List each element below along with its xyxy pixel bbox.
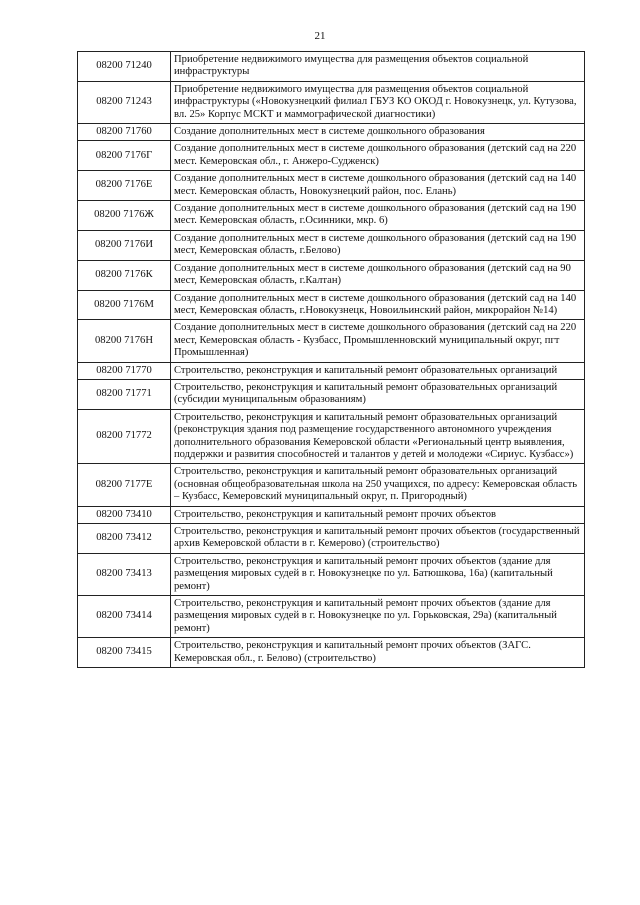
table-row [78,464,585,506]
code-cell: 08200 71760 [78,124,171,141]
table-row [78,362,585,379]
code-cell: 08200 7176Е [78,171,171,201]
description-cell: Создание дополнительных мест в системе дошкольного образования (детский сад на 140 мест. Кемеровская область, Новокузнецкий район, пос. Елань) [171,171,585,201]
code-cell: 08200 73414 [78,596,171,638]
table-row [78,141,585,171]
code-cell: 08200 73410 [78,506,171,523]
description-cell: Создание дополнительных мест в системе дошкольного образования (детский сад на 220 мест, Кемеровская область - Кузбасс, Промышленновский муниципальный округ, пгт Промышленная) [171,320,585,362]
table-row [78,409,585,464]
budget-code-table [77,51,585,668]
code-cell: 08200 7176Ж [78,201,171,231]
description-cell: Строительство, реконструкция и капитальный ремонт прочих объектов (ЗАГС. Кемеровская обл., г. Белово) (строительство) [171,638,585,668]
code-cell: 08200 71772 [78,409,171,464]
code-cell: 08200 7176М [78,290,171,320]
description-cell: Строительство, реконструкция и капитальный ремонт образовательных организаций (реконструкция здания под размещение государственного автономного учреждения дополнительного образования Кемеровской области «Региональный центр выявления, поддержки и развития способностей и талантов у детей и молодежи «Сириус. Кузбасс») [171,409,585,464]
description-cell: Создание дополнительных мест в системе дошкольного образования (детский сад на 90 мест, Кемеровская область, г.Калтан) [171,260,585,290]
description-cell: Строительство, реконструкция и капитальный ремонт прочих объектов (государственный архив Кемеровской области в г. Кемерово) (строительство) [171,524,585,554]
code-cell: 08200 71243 [78,81,171,123]
description-cell: Создание дополнительных мест в системе дошкольного образования (детский сад на 140 мест, Кемеровская область, г.Новокузнецк, Новоильинский район, микрорайон №14) [171,290,585,320]
table-row [78,320,585,362]
table-row [78,379,585,409]
code-cell: 08200 73415 [78,638,171,668]
description-cell: Строительство, реконструкция и капитальный ремонт образовательных организаций (основная общеобразовательная школа на 250 учащихся, по адресу: Кемеровская область – Кузбасс, Кемеровский муниципальный округ, п. Пригородный) [171,464,585,506]
table-row [78,201,585,231]
code-cell: 08200 71770 [78,362,171,379]
table-row [78,171,585,201]
table-row [78,596,585,638]
table-row [78,124,585,141]
code-cell: 08200 7176К [78,260,171,290]
code-cell: 08200 7176Г [78,141,171,171]
code-cell: 08200 71771 [78,379,171,409]
table-row [78,290,585,320]
code-cell: 08200 71240 [78,52,171,82]
description-cell: Строительство, реконструкция и капитальный ремонт образовательных организаций (субсидии муниципальным образованиям) [171,379,585,409]
code-cell: 08200 7176И [78,230,171,260]
description-cell: Строительство, реконструкция и капитальный ремонт прочих объектов (здание для размещения мировых судей в г. Новокузнецке по ул. Батюшкова, 16а) (капитальный ремонт) [171,553,585,595]
description-cell: Строительство, реконструкция и капитальный ремонт образовательных организаций [171,362,585,379]
description-cell: Создание дополнительных мест в системе дошкольного образования (детский сад на 190 мест. Кемеровская область, г.Осинники, мкр. 6) [171,201,585,231]
description-cell: Создание дополнительных мест в системе дошкольного образования (детский сад на 220 мест. Кемеровская обл., г. Анжеро-Судженск) [171,141,585,171]
table-row [78,52,585,82]
table-row [78,230,585,260]
code-cell: 08200 73412 [78,524,171,554]
description-cell: Приобретение недвижимого имущества для размещения объектов социальной инфраструктуры [171,52,585,82]
code-cell: 08200 7176Н [78,320,171,362]
description-cell: Строительство, реконструкция и капитальный ремонт прочих объектов [171,506,585,523]
table-body [78,52,585,668]
page-number: 21 [314,30,326,42]
table-row [78,506,585,523]
table-row [78,260,585,290]
description-cell: Создание дополнительных мест в системе дошкольного образования [171,124,585,141]
code-cell: 08200 73413 [78,553,171,595]
table-row [78,81,585,123]
table-row [78,638,585,668]
description-cell: Приобретение недвижимого имущества для размещения объектов социальной инфраструктуры («Новокузнецкий филиал ГБУЗ КО ОКОД г. Новокузнецк, ул. Кутузова, вл. 25» Корпус МСКТ и маммографической диагностики) [171,81,585,123]
table-row [78,553,585,595]
description-cell: Строительство, реконструкция и капитальный ремонт прочих объектов (здание для размещения мировых судей в г. Новокузнецке по ул. Горьковская, 29а) (капитальный ремонт) [171,596,585,638]
code-cell: 08200 7177Е [78,464,171,506]
description-cell: Создание дополнительных мест в системе дошкольного образования (детский сад на 190 мест, Кемеровская область, г.Белово) [171,230,585,260]
table-row [78,524,585,554]
